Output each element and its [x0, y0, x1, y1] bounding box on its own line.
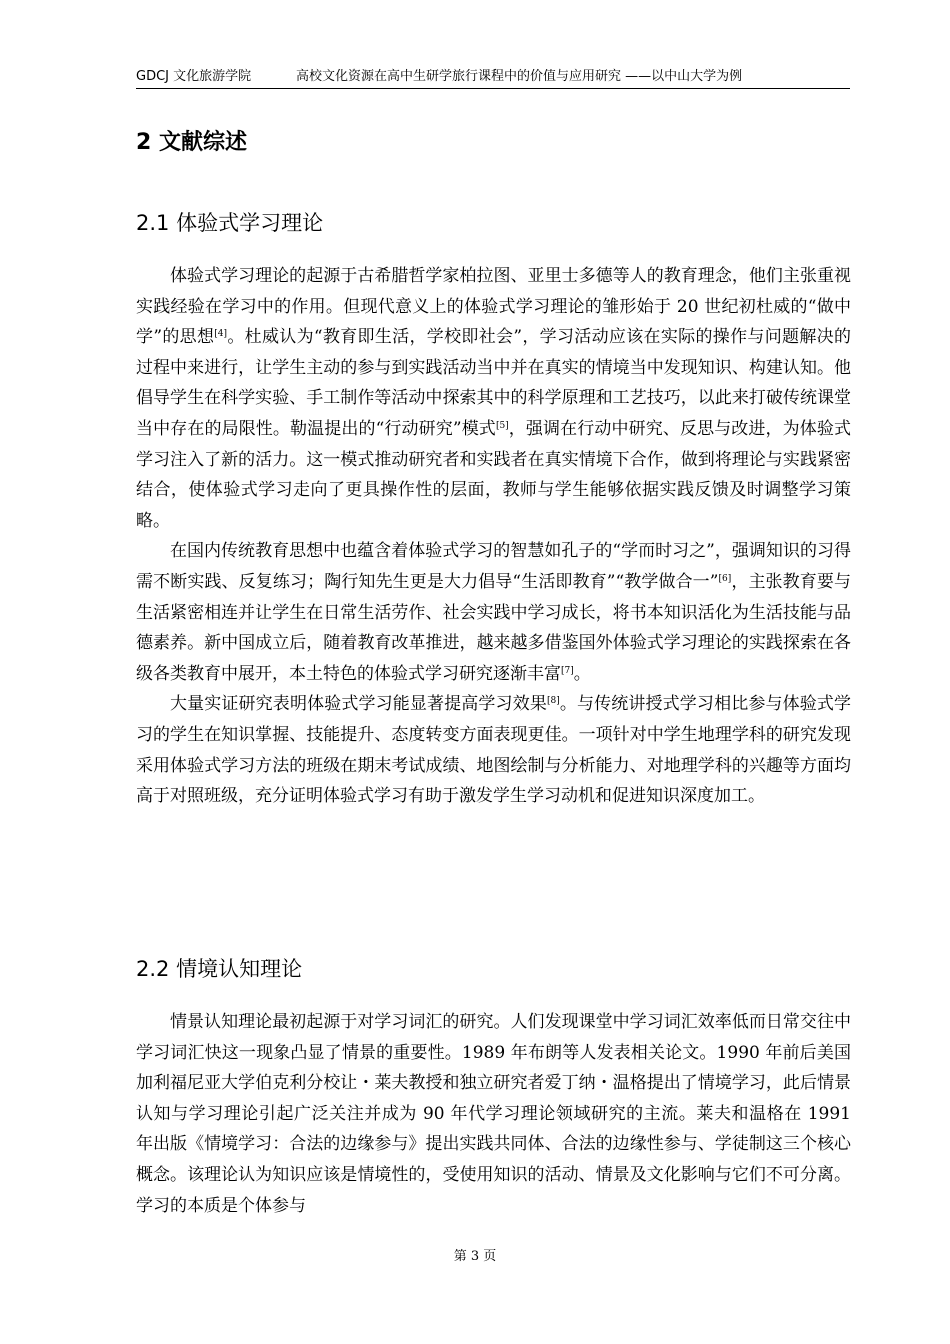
paragraph — [136, 261, 851, 536]
paragraph-text: 体验式学习理论的起源于古希腊哲学家柏拉图、亚里士多德等人的教育理念，他们主张重视实践经验在学习中的作用。但现代意义上的体验式学习理论的雏形始于 20 世纪初杜威的“做中学”的思想 — [136, 266, 851, 348]
citation: [6] — [718, 573, 732, 584]
chapter-title: 2 文献综述 — [136, 130, 247, 155]
citation: [8] — [546, 696, 560, 707]
paragraph-text: 。与传统讲授式学习相比参与体验式学习的学生在知识掌握、技能提升、态度转变方面表现更佳。一项针对中学生地理学科的研究发现采用体验式学习方法的班级在期末考试成绩、地图绘制与分析能力、对地理学科的兴趣等方面均高于对照班级，充分证明体验式学习有助于激发学生学习动机和促进知识深度加工。 — [136, 694, 852, 807]
citation: [5] — [495, 420, 509, 431]
paragraph-text: 。杜威认为“教育即生活，学校即社会”，学习活动应该在实际的操作与问题解决的过程中来进行，让学生主动的参与到实践活动当中并在真实的情境当中发现知识、构建认知。他倡导学生在科学实验、手工制作等活动中探索其中的科学原理和工艺技巧，以此来打破传统课堂当中存在的局限性。勒温提出的“行动研究”模式 — [136, 327, 851, 439]
header-institution: GDCJ 文化旅游学院 — [136, 69, 252, 84]
section-title-2-1: 2.1 体验式学习理论 — [136, 211, 324, 235]
citation: [4] — [214, 329, 228, 340]
paragraph — [136, 536, 851, 689]
paragraph-text: ，主张教育要与生活紧密相连并让学生在日常生活劳作、社会实践中学习成长，将书本知识活化为生活技能与品德素养。新中国成立后，随着教育改革推进，越来越多借鉴国外体验式学习理论的实践探索在各级各类教育中展开，本土特色的体验式学习研究逐渐丰富 — [136, 571, 851, 684]
citation: [7] — [561, 665, 574, 676]
paragraph-text: 大量实证研究表明体验式学习能显著提高学习效果 — [170, 694, 547, 715]
section-2-1-body — [136, 261, 851, 812]
paragraph-text: 。 — [573, 663, 591, 684]
paragraph — [136, 689, 851, 811]
section-2-2-body — [136, 1007, 851, 1221]
paragraph: 情景认知理论最初起源于对学习词汇的研究。人们发现课堂中学习词汇效率低而日常交往中学习词汇快这一现象凸显了情景的重要性。1989 年布朗等人发表相关论文。1990 年前后美国加利福尼亚大学伯克利分校让・莱夫教授和独立研究者爱丁纳・温格提出了情境学习，此后情景认知与学习理论引起广泛关注并成为 90 年代学习理论领域研究的主流。莱夫和温格在 1991 年出版《情境学习：合法的边缘参与》提出实践共同体、合法的边缘性参与、学徒制这三个核心概念。该理论认为知识应该是情境性的，受使用知识的活动、情景及文化影响与它们不可分离。学习的本质是个体参与 — [136, 1012, 851, 1216]
section-title-2-2: 2.2 情境认知理论 — [136, 957, 303, 981]
header-thesis-title: 高校文化资源在高中生研学旅行课程中的价值与应用研究 ——以中山大学为例 — [296, 69, 743, 84]
paragraph-text: 在国内传统教育思想中也蕴含着体验式学习的智慧如孔子的“学而时习之”，强调知识的习得需不断实践、反复练习；陶行知先生更是大力倡导“生活即教育”“教学做合一” — [136, 541, 851, 592]
paragraph-text: ，强调在行动中研究、反思与改进，为体验式学习注入了新的活力。这一模式推动研究者和实践者在真实情境下合作，做到将理论与实践紧密结合，使体验式学习走向了更具操作性的层面，教师与学生能够依据实践反馈及时调整学习策略。 — [136, 418, 852, 531]
running-header — [136, 68, 850, 89]
page-number: 第 3 页 — [453, 1249, 497, 1264]
